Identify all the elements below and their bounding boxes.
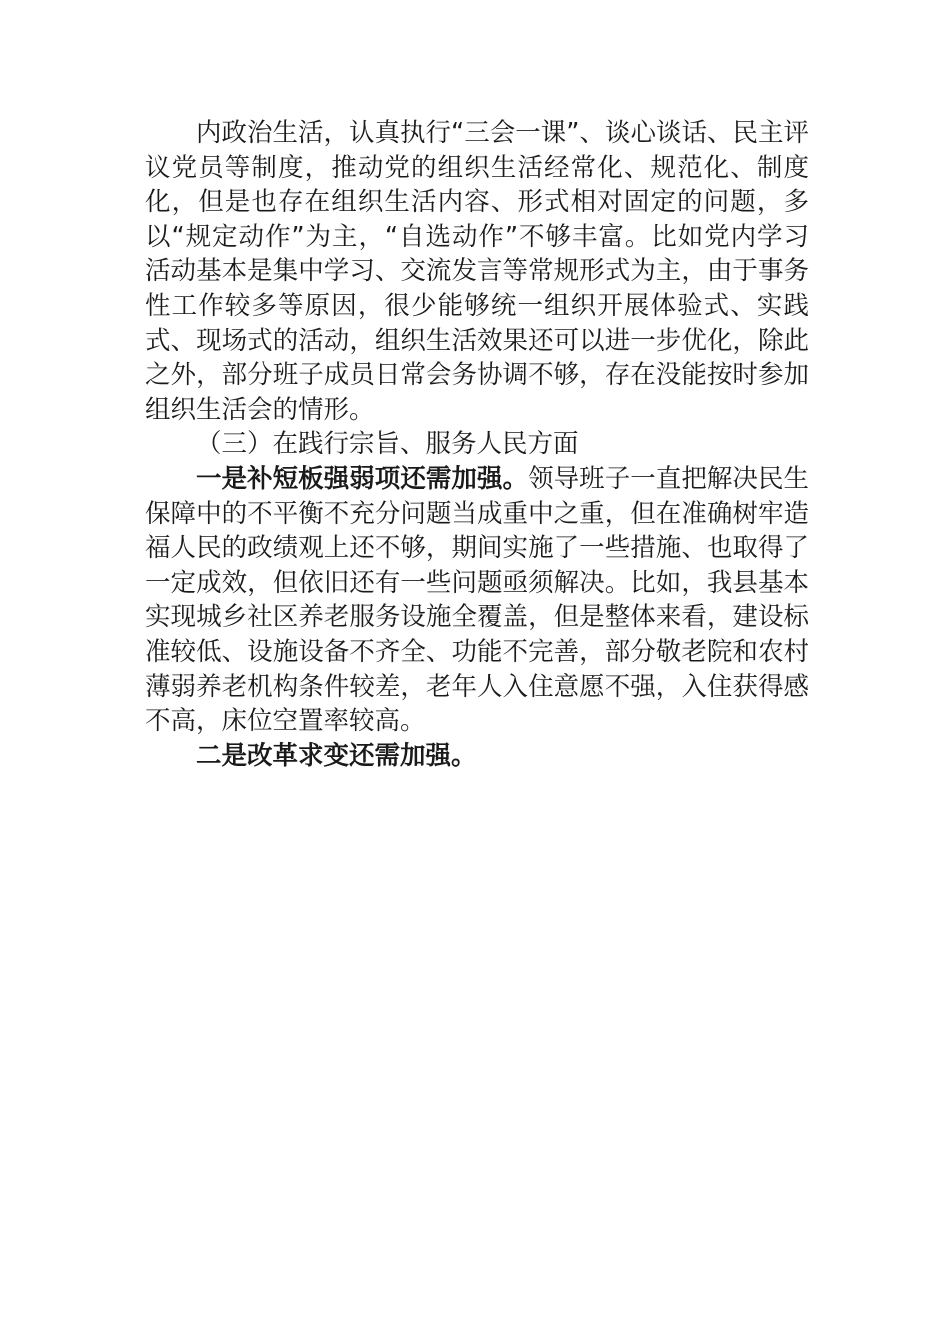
section-heading-serve-people: （三）在践行宗旨、服务人民方面 [196, 429, 579, 460]
paragraph-point-two [145, 739, 809, 774]
paragraph-point-one [145, 462, 809, 739]
point-one-body: 领导班子一直把解决民生保障中的不平衡不充分问题当成重中之重，但在准确树牢造福人民的政绩观上还不够，期间实施了一些措施、也取得了一定成效，但依旧还有一些问题亟须解决。比如，我县基本实现城乡社区养老服务设施全覆盖，但是整体来看，建设标准较低、设施设备不齐全、功能不完善，部分敬老院和农村薄弱养老机构条件较差，老年人入住意愿不强，入住获得感不高，床位空置率较高。 [145, 463, 809, 737]
point-two-lead: 二是改革求变还需加强。 [196, 740, 477, 771]
document-body [145, 116, 809, 773]
paragraph-party-life: 内政治生活，认真执行“三会一课”、谈心谈话、民主评议党员等制度，推动党的组织生活经常化、规范化、制度化，但是也存在组织生活内容、形式相对固定的问题，多以“规定动作”为主，“自选动作”不够丰富。比如党内学习活动基本是集中学习、交流发言等常规形式为主，由于事务性工作较多等原因，很少能够统一组织开展体验式、实践式、现场式的活动，组织生活效果还可以进一步优化，除此之外，部分班子成员日常会务协调不够，存在没能按时参加组织生活会的情形。 [145, 118, 809, 425]
point-one-lead: 一是补短板强弱项还需加强。 [196, 463, 529, 494]
